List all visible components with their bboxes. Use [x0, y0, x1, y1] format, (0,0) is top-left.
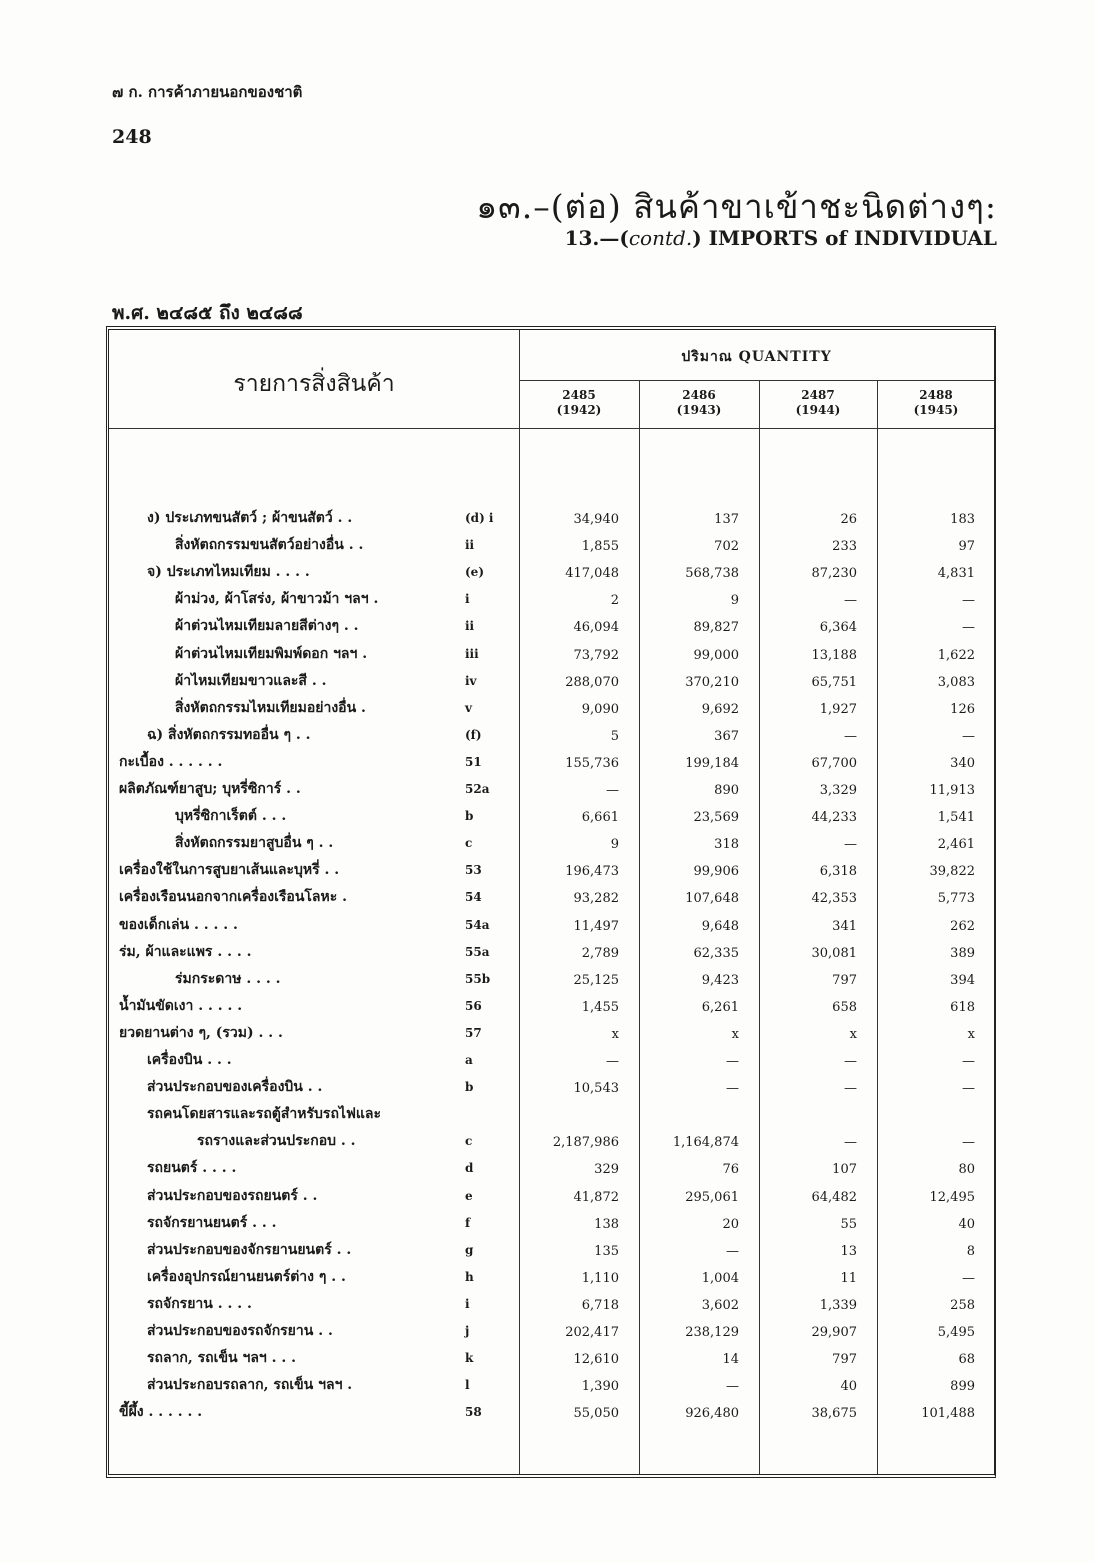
quantity-cell-2486: 890 [714, 783, 739, 798]
item-reference: g [465, 1242, 474, 1257]
quantity-cell-2488: 126 [950, 701, 975, 717]
page-number: 248 [112, 126, 152, 148]
quantity-cell-2487: 6,318 [819, 864, 857, 880]
quantity-cell-2485: 135 [594, 1243, 619, 1259]
item-reference: d [465, 1161, 474, 1176]
table-row [109, 1077, 994, 1104]
quantity-cell-2487: 13 [840, 1243, 857, 1259]
page-title-english [565, 226, 997, 250]
item-reference: k [465, 1351, 474, 1366]
quantity-cell-2485: 329 [594, 1162, 619, 1178]
quantity-cell-2485: 2,789 [581, 945, 619, 961]
item-label: ของเด็กเล่น . . . . . [119, 916, 238, 933]
quantity-cell-2487: — [844, 593, 857, 609]
quantity-cell-2488: 101,488 [921, 1406, 975, 1422]
item-reference: (e) [465, 565, 484, 580]
item-label: ร่มกระดาษ . . . . [175, 970, 281, 987]
quantity-cell-2485: 41,872 [573, 1189, 619, 1205]
table-row [109, 725, 994, 752]
quantity-cell-2485: 138 [594, 1216, 619, 1232]
table-row [109, 860, 994, 887]
quantity-cell-2487: 658 [832, 999, 857, 1015]
quantity-cell-2486: 702 [714, 539, 739, 555]
item-label: ร่ม, ผ้าและแพร . . . . [119, 943, 252, 960]
item-reference: (f) [465, 727, 482, 742]
item-label: ผ้าต่วนไหมเทียมพิมพ์ดอก ฯลฯ . [175, 645, 368, 662]
item-label: กะเบื้อง . . . . . . [119, 753, 223, 770]
quantity-cell-2486: 6,261 [701, 999, 739, 1015]
quantity-cell-2486: 568,738 [685, 566, 739, 582]
header-rule [109, 428, 994, 429]
quantity-cell-2486: 1,164,874 [672, 1135, 739, 1151]
table-row [109, 1186, 994, 1213]
quantity-cell-2487: 233 [832, 539, 857, 555]
year-be: 2486 [682, 388, 716, 402]
year-header-2486 [639, 388, 759, 418]
quantity-cell-2486: 99,906 [693, 864, 739, 880]
item-label: ส่วนประกอบของเครื่องบิน . . [147, 1079, 323, 1096]
year-ad: (1944) [795, 403, 841, 417]
quantity-cell-2486: 318 [714, 837, 739, 853]
quantity-cell-2486: 926,480 [685, 1406, 739, 1422]
quantity-cell-2485: 25,125 [573, 972, 619, 988]
quantity-cell-2486: 367 [714, 728, 739, 744]
quantity-header-rule [519, 380, 994, 381]
item-reference: i [465, 592, 470, 607]
item-label: รถยนตร์ . . . . [147, 1160, 237, 1177]
quantity-cell-2486: 99,000 [693, 647, 739, 663]
table-row [109, 644, 994, 671]
quantity-cell-2485: — [606, 783, 619, 798]
quantity-cell-2488: 3,083 [937, 674, 975, 690]
quantity-cell-2485: 1,855 [581, 539, 619, 555]
quantity-cell-2488: — [962, 620, 975, 636]
item-label: ส่วนประกอบของรถยนตร์ . . [147, 1187, 318, 1204]
quantity-cell-2488: 389 [950, 945, 975, 961]
quantity-cell-2485: 10,543 [573, 1081, 619, 1097]
quantity-cell-2487: — [844, 1081, 857, 1097]
year-header-2485 [519, 388, 639, 418]
quantity-cell-2488: 8 [966, 1243, 975, 1259]
item-label: ผลิตภัณฑ์ยาสูบ; บุหรี่ซิการ์ . . [119, 781, 301, 797]
quantity-cell-2487: 38,675 [811, 1406, 857, 1422]
item-label: ยวดยานต่าง ๆ, (รวม) . . . [119, 1024, 283, 1041]
table-row [109, 1158, 994, 1185]
page-title-thai: ๑๓.–(ต่อ) สินค้าขาเข้าชะนิดต่างๆ: [476, 187, 997, 226]
table-row [109, 616, 994, 643]
quantity-cell-2487: 3,329 [819, 783, 857, 798]
quantity-cell-2485: 155,736 [565, 755, 619, 771]
quantity-cell-2486: 3,602 [701, 1297, 739, 1313]
table-row [109, 969, 994, 996]
quantity-cell-2487: 797 [832, 1352, 857, 1368]
quantity-cell-2488: 39,822 [929, 864, 975, 880]
quantity-cell-2486: 370,210 [685, 674, 739, 690]
quantity-cell-2487: x [849, 1026, 857, 1042]
item-label: บุหรี่ซิกาเร็ตต์ . . . [175, 808, 287, 825]
quantity-cell-2488: — [962, 728, 975, 744]
quantity-cell-2486: 107,648 [685, 891, 739, 907]
quantity-cell-2485: 9,090 [581, 701, 619, 717]
item-reference: 55a [465, 944, 490, 959]
quantity-cell-2488: 80 [958, 1162, 975, 1178]
quantity-cell-2486: — [726, 1054, 739, 1069]
item-label: ผ้าม่วง, ผ้าโสร่ง, ผ้าขาวม้า ฯลฯ . [175, 591, 379, 608]
quantity-cell-2486: 62,335 [693, 945, 739, 961]
quantity-cell-2487: 67,700 [811, 755, 857, 771]
year-ad: (1943) [676, 403, 722, 417]
quantity-cell-2487: 30,081 [811, 945, 857, 961]
item-reference: ii [465, 538, 475, 553]
item-reference: b [465, 1080, 474, 1095]
quantity-cell-2485: 2,187,986 [552, 1135, 619, 1151]
quantity-cell-2486: 295,061 [685, 1189, 739, 1205]
item-reference: f [465, 1215, 471, 1230]
table-row [109, 942, 994, 969]
table-row [109, 1402, 994, 1429]
quantity-cell-2485: 202,417 [565, 1325, 619, 1340]
quantity-cell-2488: 68 [958, 1352, 975, 1368]
title-prefix: 13.—( [564, 226, 629, 250]
item-reference: c [465, 836, 473, 851]
item-reference: i [465, 1296, 470, 1311]
quantity-cell-2485: 73,792 [573, 647, 619, 663]
item-reference: j [465, 1324, 470, 1338]
item-reference: 53 [465, 863, 482, 878]
item-reference: 52a [465, 782, 490, 796]
quantity-cell-2488: 97 [958, 539, 975, 555]
table-row [109, 887, 994, 914]
quantity-cell-2487: 6,364 [819, 620, 857, 636]
quantity-cell-2488: 1,541 [937, 810, 975, 826]
quantity-cell-2488: 618 [950, 999, 975, 1015]
year-ad: (1945) [913, 403, 959, 417]
quantity-cell-2488: — [962, 1135, 975, 1151]
item-reference: c [465, 1134, 473, 1149]
quantity-cell-2487: 1,927 [819, 701, 857, 717]
quantity-cell-2487: 65,751 [811, 674, 857, 690]
quantity-cell-2488: x [967, 1026, 975, 1042]
item-reference: a [465, 1053, 473, 1067]
quantity-cell-2488: 12,495 [929, 1189, 975, 1205]
item-reference: 55b [465, 971, 491, 986]
item-reference: 56 [465, 998, 482, 1013]
quantity-cell-2486: 76 [722, 1162, 739, 1178]
quantity-cell-2486: 9,692 [701, 701, 739, 717]
item-reference: 51 [465, 754, 482, 769]
quantity-cell-2486: 89,827 [693, 620, 739, 636]
item-reference: v [465, 700, 472, 715]
quantity-cell-2485: 93,282 [573, 891, 619, 907]
item-label: จ) ประเภทไหมเทียม . . . . [147, 564, 310, 581]
item-label: เครื่องใช้ในการสูบยาเส้นและบุหรี่ . . [119, 862, 340, 879]
quantity-cell-2485: 417,048 [565, 566, 619, 582]
quantity-cell-2485: 34,940 [573, 512, 619, 527]
quantity-cell-2486: — [726, 1379, 739, 1395]
item-label: เครื่องเรือนนอกจากเครื่องเรือนโลหะ . [119, 889, 347, 906]
quantity-cell-2487: 87,230 [811, 566, 857, 582]
items-column-header: รายการสิ่งสินค้า [233, 371, 395, 397]
quantity-cell-2487: 1,339 [819, 1297, 857, 1313]
quantity-cell-2485: 1,455 [581, 999, 619, 1015]
quantity-cell-2485: 1,110 [581, 1270, 619, 1286]
quantity-cell-2487: 26 [840, 512, 857, 527]
table-row [109, 1321, 994, 1348]
quantity-cell-2488: 394 [950, 972, 975, 988]
quantity-cell-2486: 199,184 [685, 755, 739, 771]
table-row [109, 1050, 994, 1077]
quantity-cell-2487: 29,907 [811, 1325, 857, 1340]
table-row [109, 752, 994, 779]
table-row [109, 779, 994, 806]
quantity-cell-2485: 46,094 [573, 620, 619, 636]
item-label: ผ้าไหมเทียมขาวและสี . . [175, 672, 327, 689]
quantity-cell-2486: 9,423 [701, 972, 739, 988]
quantity-cell-2487: — [844, 1135, 857, 1151]
quantity-cell-2488: — [962, 1054, 975, 1069]
quantity-cell-2486: — [726, 1243, 739, 1259]
quantity-cell-2488: 183 [950, 512, 975, 527]
year-ad: (1942) [556, 403, 602, 417]
quantity-cell-2488: 11,913 [929, 783, 975, 798]
table-row [109, 535, 994, 562]
year-header-2488 [877, 388, 995, 418]
year-be: 2485 [562, 388, 596, 402]
table-row [109, 1131, 994, 1158]
table-row [109, 1294, 994, 1321]
item-label: สิ่งหัตถกรรมยาสูบอื่น ๆ . . [175, 835, 334, 852]
quantity-cell-2487: 44,233 [811, 810, 857, 826]
year-header-2487 [759, 388, 877, 418]
item-label: รถจักรยาน . . . . [147, 1295, 252, 1312]
quantity-cell-2488: 899 [950, 1379, 975, 1395]
quantity-cell-2486: 20 [722, 1216, 739, 1232]
quantity-cell-2487: 64,482 [811, 1189, 857, 1205]
quantity-cell-2487: 797 [832, 972, 857, 988]
quantity-cell-2488: 1,622 [937, 647, 975, 663]
item-label: เครื่องอุปกรณ์ยานยนตร์ต่าง ๆ . . [147, 1268, 346, 1285]
item-label: เครื่องบิน . . . [147, 1052, 232, 1068]
table-row [109, 589, 994, 616]
item-reference: h [465, 1269, 474, 1284]
quantity-cell-2486: 23,569 [693, 810, 739, 826]
item-label: ฉ) สิ่งหัตถกรรมทออื่น ๆ . . [147, 726, 311, 743]
quantity-cell-2486: 238,129 [685, 1325, 739, 1340]
quantity-cell-2488: 262 [950, 918, 975, 934]
item-reference: l [465, 1378, 470, 1393]
table-row [109, 698, 994, 725]
year-range: พ.ศ. ๒๔๘๕ ถึง ๒๔๘๘ [112, 302, 303, 324]
item-label: สิ่งหัตถกรรมไหมเทียมอย่างอื่น . [175, 699, 366, 716]
item-reference: 54a [465, 917, 490, 932]
quantity-cell-2485: 9 [610, 837, 619, 853]
quantity-cell-2488: 258 [950, 1297, 975, 1313]
quantity-cell-2487: 40 [840, 1379, 857, 1395]
quantity-cell-2487: 341 [832, 918, 857, 934]
item-label: รถคนโดยสารและรถตู้สำหรับรถไฟและ [147, 1106, 381, 1123]
quantity-cell-2487: — [844, 837, 857, 853]
table-row [109, 1267, 994, 1294]
table-row [109, 1213, 994, 1240]
quantity-cell-2486: 14 [722, 1352, 739, 1368]
quantity-cell-2488: 340 [950, 755, 975, 771]
quantity-cell-2485: 288,070 [565, 674, 619, 690]
item-reference: 57 [465, 1025, 482, 1040]
table-row [109, 671, 994, 698]
quantity-cell-2485: — [606, 1054, 619, 1069]
quantity-cell-2488: 5,773 [937, 891, 975, 907]
quantity-cell-2487: 42,353 [811, 891, 857, 907]
table-row [109, 1240, 994, 1267]
quantity-cell-2488: — [962, 1270, 975, 1286]
item-label: ขี้ผึ้ง . . . . . . [119, 1404, 203, 1421]
year-be: 2488 [919, 388, 953, 402]
item-label: รถจักรยานยนตร์ . . . [147, 1214, 277, 1231]
item-reference: ii [465, 619, 475, 634]
table-row [109, 1104, 994, 1131]
item-reference: 54 [465, 890, 482, 905]
quantity-cell-2487: 107 [832, 1162, 857, 1178]
item-label: ง) ประเภทขนสัตว์ ; ผ้าขนสัตว์ . . [147, 510, 353, 526]
quantity-cell-2487: 11 [840, 1270, 857, 1286]
quantity-cell-2485: 2 [610, 593, 619, 609]
item-reference: e [465, 1188, 473, 1203]
quantity-cell-2485: 1,390 [581, 1379, 619, 1395]
table-row [109, 806, 994, 833]
item-label: น้ำมันขัดเงา . . . . . [119, 997, 243, 1014]
item-label: ส่วนประกอบรถลาก, รถเข็น ฯลฯ . [147, 1377, 353, 1394]
quantity-cell-2485: x [611, 1026, 619, 1042]
item-label: รถรางและส่วนประกอบ . . [197, 1133, 356, 1150]
item-label: สิ่งหัตถกรรมขนสัตว์อย่างอื่น . . [175, 537, 364, 554]
item-label: ส่วนประกอบของรถจักรยาน . . [147, 1323, 333, 1339]
table-row [109, 996, 994, 1023]
quantity-cell-2485: 6,661 [581, 810, 619, 826]
title-rest: ) IMPORTS of INDIVIDUAL [692, 226, 997, 250]
quantity-cell-2488: 5,495 [937, 1325, 975, 1340]
item-label: รถลาก, รถเข็น ฯลฯ . . . [147, 1350, 297, 1367]
item-reference: (d) i [465, 511, 494, 525]
item-reference: 58 [465, 1405, 482, 1420]
table-row [109, 508, 994, 535]
item-label: ผ้าต่วนไหมเทียมลายสีต่างๆ . . [175, 618, 359, 635]
quantity-cell-2486: 1,004 [701, 1270, 739, 1286]
quantity-cell-2486: 137 [714, 512, 739, 527]
quantity-cell-2487: — [844, 1054, 857, 1069]
quantity-cell-2485: 196,473 [565, 864, 619, 880]
quantity-cell-2488: 2,461 [937, 837, 975, 853]
quantity-cell-2488: — [962, 1081, 975, 1097]
quantity-cell-2487: 55 [840, 1216, 857, 1232]
table-row [109, 1348, 994, 1375]
table-row [109, 562, 994, 589]
item-label: ส่วนประกอบของจักรยานยนตร์ . . [147, 1241, 352, 1258]
section-label: ๗ ก. การค้าภายนอกของชาติ [112, 83, 303, 101]
quantity-cell-2485: 6,718 [581, 1297, 619, 1313]
quantity-cell-2487: 13,188 [811, 647, 857, 663]
table-row [109, 833, 994, 860]
quantity-cell-2485: 5 [610, 728, 619, 744]
quantity-cell-2488: — [962, 593, 975, 609]
item-reference: iii [465, 646, 479, 661]
imports-table [106, 326, 996, 1478]
quantity-header: ปริมาณ QUANTITY [681, 349, 832, 365]
quantity-cell-2486: 9,648 [701, 918, 739, 934]
table-row [109, 1023, 994, 1050]
item-reference: iv [465, 673, 477, 688]
quantity-cell-2488: 40 [958, 1216, 975, 1232]
quantity-cell-2485: 55,050 [573, 1406, 619, 1422]
quantity-cell-2488: 4,831 [937, 566, 975, 582]
quantity-cell-2485: 12,610 [573, 1352, 619, 1368]
quantity-cell-2485: 11,497 [573, 918, 619, 934]
title-contd: contd. [628, 226, 693, 250]
table-row [109, 915, 994, 942]
year-be: 2487 [801, 388, 835, 402]
quantity-cell-2486: x [731, 1026, 739, 1042]
quantity-cell-2487: — [844, 728, 857, 744]
item-reference: b [465, 809, 474, 824]
quantity-cell-2486: 9 [730, 593, 739, 609]
table-row [109, 1375, 994, 1402]
quantity-cell-2486: — [726, 1081, 739, 1097]
